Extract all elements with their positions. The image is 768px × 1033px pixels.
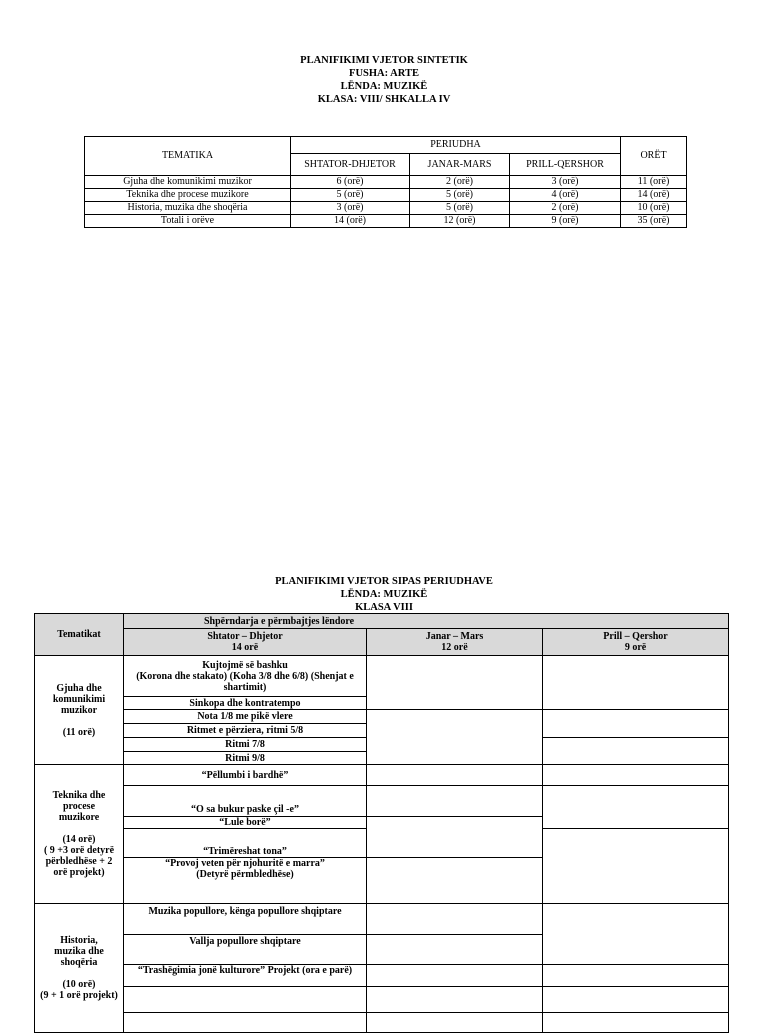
topic-2-cell bbox=[35, 765, 124, 904]
content-line: Kujtojmë së bashku bbox=[202, 659, 288, 671]
empty-cell bbox=[367, 765, 543, 786]
tematikat-header: Tematikat bbox=[35, 614, 124, 656]
content-line: (Detyrë përmbledhëse) bbox=[196, 869, 294, 880]
empty-cell bbox=[367, 656, 543, 710]
table-row bbox=[35, 710, 729, 724]
topic-line: Gjuha dhe bbox=[56, 682, 102, 694]
content-line: “Provoj veten për njohuritë e marra” bbox=[165, 858, 325, 869]
table-row bbox=[85, 176, 687, 189]
hours-cell: 2 (orë) bbox=[510, 202, 621, 215]
empty-cell bbox=[367, 1013, 543, 1033]
content-cell: Nota 1/8 me pikë vlere bbox=[124, 710, 367, 724]
empty-cell bbox=[543, 786, 729, 829]
summary-title-line: FUSHA: ARTE bbox=[349, 68, 419, 79]
hours-cell: 5 (orë) bbox=[410, 202, 510, 215]
period-hours: 9 orë bbox=[624, 642, 647, 653]
distribution-header: Shpërndarja e përmbajtjes lëndore bbox=[124, 614, 729, 629]
period-name: Prill – Qershor bbox=[603, 631, 668, 642]
content-line: (Korona dhe stakato) (Koha 3/8 dhe 6/8) (Shenjat e shartimit) bbox=[136, 670, 354, 693]
topic-line: procese bbox=[62, 801, 96, 812]
topic-spacer bbox=[35, 823, 123, 834]
topic-line: muzika dhe bbox=[54, 946, 104, 957]
table-row bbox=[85, 202, 687, 215]
topic-spacer bbox=[35, 968, 123, 979]
hours-cell: 3 (orë) bbox=[291, 202, 410, 215]
empty-cell bbox=[124, 987, 367, 1013]
empty-cell bbox=[543, 656, 729, 710]
table-row bbox=[35, 765, 729, 786]
hours-cell: 9 (orë) bbox=[510, 215, 621, 228]
topic-cell: Gjuha dhe komunikimi muzikor bbox=[85, 176, 291, 189]
table-row bbox=[35, 1013, 729, 1033]
empty-cell bbox=[124, 1013, 367, 1033]
topic-line: shoqëria bbox=[60, 957, 98, 968]
empty-cell bbox=[543, 829, 729, 904]
topic-line: përbledhëse + 2 bbox=[45, 856, 113, 867]
empty-cell bbox=[543, 1013, 729, 1033]
table-row bbox=[85, 215, 687, 228]
detail-title-line: KLASA VIII bbox=[355, 602, 413, 613]
oret-header: ORËT bbox=[621, 137, 687, 176]
content-cell: “Lule borë” bbox=[124, 817, 367, 829]
period-header-3 bbox=[543, 629, 729, 656]
hours-cell: 12 (orë) bbox=[410, 215, 510, 228]
topic-cell: Teknika dhe procese muzikore bbox=[85, 189, 291, 202]
content-cell: Ritmi 7/8 bbox=[124, 738, 367, 752]
topic-spacer bbox=[35, 716, 123, 727]
summary-title-line: KLASA: VIII/ SHKALLA IV bbox=[317, 94, 451, 105]
content-cell: “Trimëreshat tona” bbox=[124, 829, 367, 858]
content-cell: Sinkopa dhe kontratempo bbox=[124, 697, 367, 710]
content-cell: “Trashëgimia jonë kulturore” Projekt (ora e parë) bbox=[124, 965, 367, 987]
table-row bbox=[35, 987, 729, 1013]
table-row bbox=[85, 189, 687, 202]
total-cell: 35 (orë) bbox=[621, 215, 687, 228]
content-cell: Ritmet e përziera, ritmi 5/8 bbox=[124, 724, 367, 738]
tematika-header: TEMATIKA bbox=[85, 137, 291, 176]
period-name: Shtator – Dhjetor bbox=[207, 631, 283, 642]
topic-1-cell bbox=[35, 656, 124, 765]
detail-table bbox=[34, 613, 729, 1033]
content-cell: Vallja popullore shqiptare bbox=[124, 935, 367, 965]
summary-title-line: PLANIFIKIMI VJETOR SINTETIK bbox=[300, 55, 468, 66]
period-name: Janar – Mars bbox=[425, 631, 484, 642]
hours-cell: 5 (orë) bbox=[291, 189, 410, 202]
empty-cell bbox=[367, 817, 543, 858]
period-header: PRILL-QERSHOR bbox=[510, 154, 621, 176]
topic-line: Teknika dhe bbox=[52, 790, 106, 801]
periudha-header: PERIUDHA bbox=[291, 137, 621, 154]
empty-cell bbox=[543, 965, 729, 987]
hours-cell: 4 (orë) bbox=[510, 189, 621, 202]
summary-title bbox=[0, 54, 768, 106]
content-cell: Muzika popullore, kënga popullore shqiptare bbox=[124, 904, 367, 935]
topic-line: ( 9 +3 orë detyrë bbox=[43, 845, 115, 856]
empty-cell bbox=[543, 987, 729, 1013]
summary-title-line: LËNDA: MUZIKË bbox=[340, 81, 428, 92]
empty-cell bbox=[543, 710, 729, 738]
topic-cell: Totali i orëve bbox=[85, 215, 291, 228]
detail-title bbox=[0, 575, 768, 614]
table-row bbox=[35, 904, 729, 935]
detail-title-line: PLANIFIKIMI VJETOR SIPAS PERIUDHAVE bbox=[275, 576, 493, 587]
topic-line: (11 orë) bbox=[62, 726, 96, 738]
topic-line: komunikimi bbox=[52, 693, 106, 705]
topic-line: (9 + 1 orë projekt) bbox=[40, 990, 118, 1001]
hours-cell: 3 (orë) bbox=[510, 176, 621, 189]
empty-cell bbox=[367, 987, 543, 1013]
content-cell: “O sa bukur paske çil -e” bbox=[124, 786, 367, 817]
total-cell: 11 (orë) bbox=[621, 176, 687, 189]
detail-title-line: LËNDA: MUZIKË bbox=[340, 589, 428, 600]
topic-line: orë projekt) bbox=[53, 867, 105, 878]
topic-line: (14 orë) bbox=[62, 834, 96, 845]
empty-cell bbox=[367, 858, 543, 904]
content-cell: Ritmi 9/8 bbox=[124, 752, 367, 765]
empty-cell bbox=[367, 935, 543, 965]
period-hours: 14 orë bbox=[231, 642, 259, 653]
period-header-2 bbox=[367, 629, 543, 656]
total-cell: 14 (orë) bbox=[621, 189, 687, 202]
hours-cell: 2 (orë) bbox=[410, 176, 510, 189]
empty-cell bbox=[543, 738, 729, 765]
empty-cell bbox=[367, 904, 543, 935]
table-row bbox=[35, 965, 729, 987]
hours-cell: 14 (orë) bbox=[291, 215, 410, 228]
empty-cell bbox=[367, 786, 543, 817]
hours-cell: 5 (orë) bbox=[410, 189, 510, 202]
empty-cell bbox=[543, 765, 729, 786]
period-hours: 12 orë bbox=[441, 642, 468, 653]
topic-line: muzikore bbox=[58, 812, 100, 823]
topic-line: muzikor bbox=[60, 704, 98, 716]
topic-line: (10 orë) bbox=[62, 979, 96, 990]
empty-cell bbox=[367, 965, 543, 987]
topic-line: Historia, bbox=[60, 935, 98, 946]
empty-cell bbox=[367, 710, 543, 765]
content-cell bbox=[124, 858, 367, 904]
content-cell bbox=[124, 656, 367, 697]
summary-table bbox=[84, 136, 687, 228]
table-row bbox=[35, 656, 729, 697]
period-header-1 bbox=[124, 629, 367, 656]
empty-cell bbox=[543, 904, 729, 965]
hours-cell: 6 (orë) bbox=[291, 176, 410, 189]
total-cell: 10 (orë) bbox=[621, 202, 687, 215]
period-header: JANAR-MARS bbox=[410, 154, 510, 176]
table-row bbox=[35, 786, 729, 817]
content-cell: “Pëllumbi i bardhë” bbox=[124, 765, 367, 786]
period-header: SHTATOR-DHJETOR bbox=[291, 154, 410, 176]
topic-3-cell bbox=[35, 904, 124, 1033]
topic-cell: Historia, muzika dhe shoqëria bbox=[85, 202, 291, 215]
